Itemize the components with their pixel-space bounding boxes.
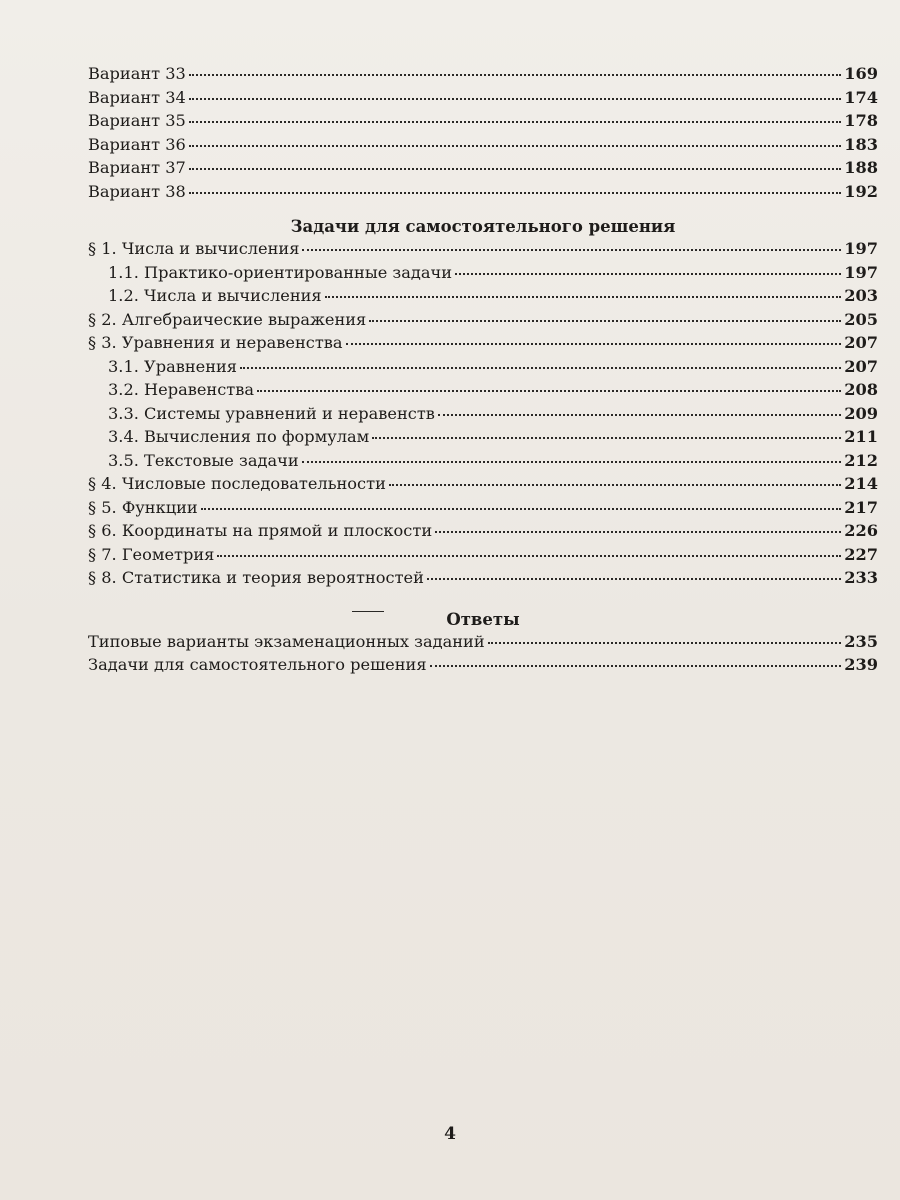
toc-entry-variant-37	[88, 158, 878, 182]
dot-leader	[455, 269, 841, 275]
toc-entry-label: § 4. Числовые последовательности	[88, 474, 386, 493]
dot-leader	[189, 188, 841, 194]
dot-leader	[372, 433, 841, 439]
toc-entry-label: 3.1. Уравнения	[108, 356, 238, 376]
dot-leader	[201, 504, 842, 510]
toc-entry-page: 207	[844, 356, 878, 376]
toc-entry	[88, 521, 878, 545]
toc-entry	[88, 239, 878, 263]
toc-entry-variant-34	[88, 88, 878, 112]
dot-leader	[438, 410, 841, 416]
toc-entry-variant-36	[88, 135, 878, 159]
toc-entry-label: § 1. Числа и вычисления	[88, 239, 300, 258]
table-of-contents	[88, 64, 878, 679]
toc-entry-page: 203	[844, 286, 878, 305]
dot-leader	[346, 339, 842, 345]
toc-entry-label: Типовые варианты экзаменационных заданий	[88, 631, 485, 651]
toc-entry-label: § 6. Координаты на прямой и плоскости	[88, 521, 433, 540]
toc-entry-label: 1.2. Числа и вычисления	[108, 286, 322, 305]
toc-entry-page: 212	[844, 450, 878, 470]
toc-entry-page: 197	[844, 262, 878, 282]
toc-entry-page: 178	[844, 111, 878, 130]
dot-leader	[325, 292, 842, 298]
dot-leader	[427, 574, 841, 580]
toc-entry-page: 208	[844, 380, 878, 399]
toc-entry-page: 188	[844, 158, 878, 177]
toc-entry-label: 3.2. Неравенства	[108, 380, 255, 399]
toc-entry-page: 205	[844, 309, 878, 329]
toc-entry-label: 3.5. Текстовые задачи	[108, 450, 299, 470]
toc-subentry	[88, 263, 878, 287]
toc-entry	[88, 655, 878, 679]
toc-entry-page: 235	[844, 631, 878, 651]
dot-leader	[189, 141, 841, 147]
toc-entry-variant-33	[88, 64, 878, 88]
dot-leader	[389, 480, 841, 486]
toc-entry-label: Задачи для самостоятельного решения	[88, 655, 427, 674]
toc-entry-label: Вариант 36	[88, 134, 186, 154]
dot-leader	[189, 94, 841, 100]
toc-entry	[88, 474, 878, 498]
dot-leader	[430, 661, 842, 667]
toc-entry-page: 169	[844, 64, 878, 83]
dot-leader	[302, 245, 841, 251]
dot-leader	[369, 316, 841, 322]
toc-entry-page: 174	[844, 87, 878, 107]
toc-entry-label: § 7. Геометрия	[88, 544, 215, 564]
toc-entry-variant-38	[88, 182, 878, 206]
dot-leader	[189, 117, 841, 123]
toc-entry-label: 3.3. Системы уравнений и неравенств	[108, 403, 435, 423]
toc-entry	[88, 545, 878, 569]
toc-entry-label: Вариант 33	[88, 64, 186, 83]
dot-leader	[302, 457, 842, 463]
dot-leader	[257, 386, 841, 392]
toc-subentry	[88, 451, 878, 475]
toc-entry	[88, 310, 878, 334]
toc-entry-label: Вариант 35	[88, 111, 186, 130]
section-divider-line	[352, 611, 384, 612]
toc-entry-page: 197	[844, 239, 878, 258]
toc-entry-page: 207	[844, 333, 878, 352]
toc-entry	[88, 632, 878, 656]
dot-leader	[217, 551, 841, 557]
toc-entry-page: 214	[844, 474, 878, 493]
dot-leader	[189, 164, 841, 170]
toc-entry-label: Вариант 34	[88, 87, 186, 107]
toc-entry-page: 239	[844, 655, 878, 674]
toc-entry-variant-35	[88, 111, 878, 135]
toc-entry-label: Вариант 37	[88, 158, 186, 177]
toc-entry-page: 211	[844, 427, 878, 446]
dot-leader	[435, 527, 841, 533]
toc-entry-label: 3.4. Вычисления по формулам	[108, 427, 370, 446]
section-heading-answers: Ответы	[446, 609, 520, 629]
dot-leader	[240, 363, 841, 369]
toc-entry	[88, 568, 878, 592]
toc-entry-page: 209	[844, 403, 878, 423]
toc-entry-label: § 3. Уравнения и неравенства	[88, 333, 343, 352]
toc-entry-page: 233	[844, 568, 878, 587]
toc-entry-page: 226	[844, 521, 878, 540]
dot-leader	[189, 70, 841, 76]
toc-entry-label: Вариант 38	[88, 181, 186, 201]
toc-subentry	[88, 404, 878, 428]
toc-entry	[88, 498, 878, 522]
toc-entry-label: § 8. Статистика и теория вероятностей	[88, 568, 424, 587]
toc-subentry	[88, 286, 878, 310]
toc-subentry	[88, 427, 878, 451]
dot-leader	[488, 638, 842, 644]
toc-entry	[88, 333, 878, 357]
toc-entry-page: 192	[844, 181, 878, 201]
toc-entry-label: § 5. Функции	[88, 497, 198, 517]
section-heading-self-study: Задачи для самостоятельного решения	[290, 217, 676, 236]
toc-entry-page: 227	[844, 544, 878, 564]
toc-entry-label: § 2. Алгебраические выражения	[88, 309, 367, 329]
toc-entry-label: 1.1. Практико-ориентированные задачи	[108, 262, 453, 282]
toc-entry-page: 217	[844, 497, 878, 517]
toc-entry-page: 183	[844, 134, 878, 154]
page-number: 4	[444, 1124, 456, 1144]
toc-subentry	[88, 357, 878, 381]
toc-subentry	[88, 380, 878, 404]
